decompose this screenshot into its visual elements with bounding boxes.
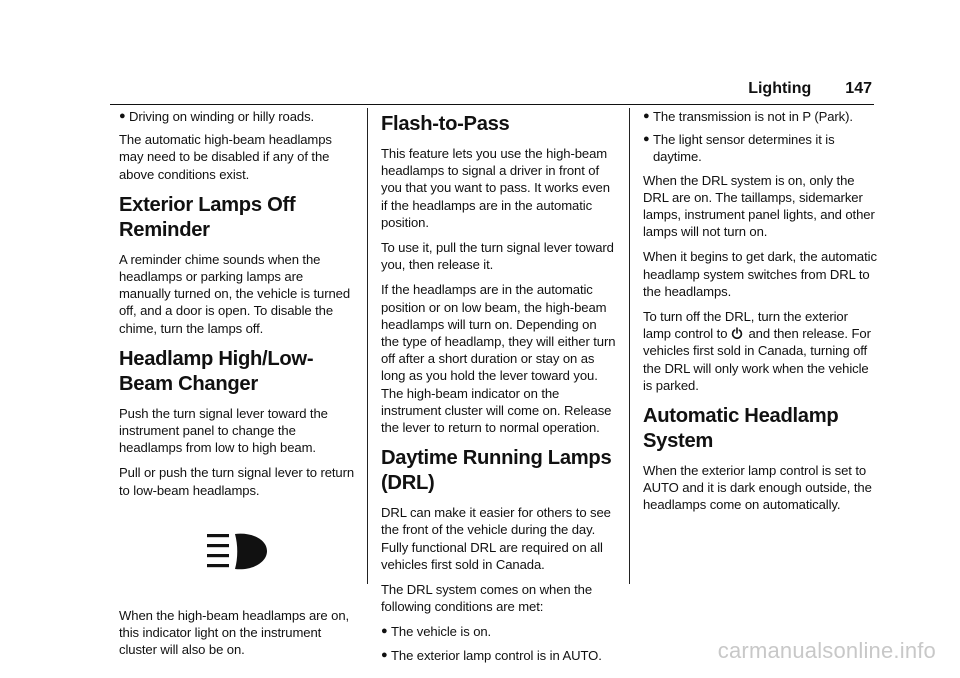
bullet-icon: ● (381, 648, 388, 661)
paragraph: DRL can make it easier for others to see the front of the vehicle during the day. Fully functional DRL are required on all vehicles first sold in Canada. (381, 505, 611, 572)
paragraph: Push the turn signal lever toward the instrument panel to change the headlamps from low to high beam. (119, 405, 328, 456)
paragraph-text: To turn off the DRL, turn the exterior lamp control to (643, 309, 848, 342)
paragraph: The automatic high-beam headlamps may need to be disabled if any of the above conditions exist. (119, 132, 332, 182)
list-item-text: The light sensor determines it is daytime. (653, 132, 835, 165)
power-off-icon (731, 327, 743, 340)
paragraph: When it begins to get dark, the automatic headlamp system switches from DRL to the headlamps. (643, 249, 877, 299)
list-item (381, 623, 617, 640)
column-3 (643, 108, 879, 522)
paragraph: This feature lets you use the high-beam headlamps to signal a driver in front of you that you want to pass. It works even if the headlamps are in the automatic position. (381, 146, 610, 230)
paragraph: When the DRL system is on, only the DRL are on. The taillamps, sidemarker lamps, instrument panel lights, and other lamps will not turn on. (643, 172, 875, 240)
bullet-icon: ● (119, 110, 126, 122)
paragraph: If the headlamps are in the automatic position or on low beam, the high-beam headlamps will turn on. Depending on the type of headlamp, they will either turn off after a short duration or stay on as long as you hold the lever toward you. The high-beam indicator on the instrument cluster will come on. Release the lever to return to normal operation. (381, 282, 616, 436)
paragraph: To use it, pull the turn signal lever toward you, then release it. (381, 240, 614, 273)
paragraph (643, 308, 879, 394)
bullet-icon: ● (643, 133, 650, 146)
column-1 (119, 108, 355, 666)
section-title: Lighting (748, 80, 812, 97)
list-item (381, 647, 617, 664)
section-heading: Headlamp High/Low-Beam Changer (119, 347, 314, 395)
page-number: 147 (845, 80, 872, 97)
page-header (748, 80, 872, 98)
list-item (643, 108, 879, 125)
section-heading: Daytime Running Lamps (DRL) (381, 447, 612, 495)
paragraph: A reminder chime sounds when the headlamps or parking lamps are manually turned on, the vehicle is turned off, and a door is open. To disable the chime, turn the lamps off. (119, 251, 350, 336)
section-heading: Automatic Headlamp System (643, 405, 839, 453)
bullet-icon: ● (381, 625, 388, 638)
paragraph: When the high-beam headlamps are on, this indicator light on the instrument cluster will also be on. (119, 607, 350, 658)
list-item-text: The vehicle is on. (391, 624, 492, 640)
column-divider (629, 108, 630, 584)
high-beam-indicator-icon (205, 531, 269, 573)
list-item (643, 131, 879, 165)
header-rule (110, 104, 874, 105)
list-item-text: The exterior lamp control is in AUTO. (391, 647, 602, 663)
watermark: carmanualsonline.info (717, 638, 936, 663)
section-heading: Flash-to-Pass (381, 113, 510, 135)
paragraph: When the exterior lamp control is set to AUTO and it is dark enough outside, the headlamps come on automatically. (643, 463, 872, 513)
column-divider (367, 108, 368, 584)
paragraph-text: and then release. For vehicles first sold in Canada, turning off the DRL will only work when the vehicle is parked. (643, 326, 871, 393)
section-heading: Exterior Lamps Off Reminder (119, 193, 296, 241)
bullet-icon: ● (643, 110, 650, 122)
column-2 (381, 108, 617, 670)
paragraph: The DRL system comes on when the following conditions are met: (381, 582, 592, 615)
paragraph: Pull or push the turn signal lever to return to low-beam headlamps. (119, 465, 355, 498)
list-item-text: Driving on winding or hilly roads. (129, 109, 315, 124)
list-item-text: The transmission is not in P (Park). (653, 109, 853, 124)
list-item (119, 108, 355, 125)
